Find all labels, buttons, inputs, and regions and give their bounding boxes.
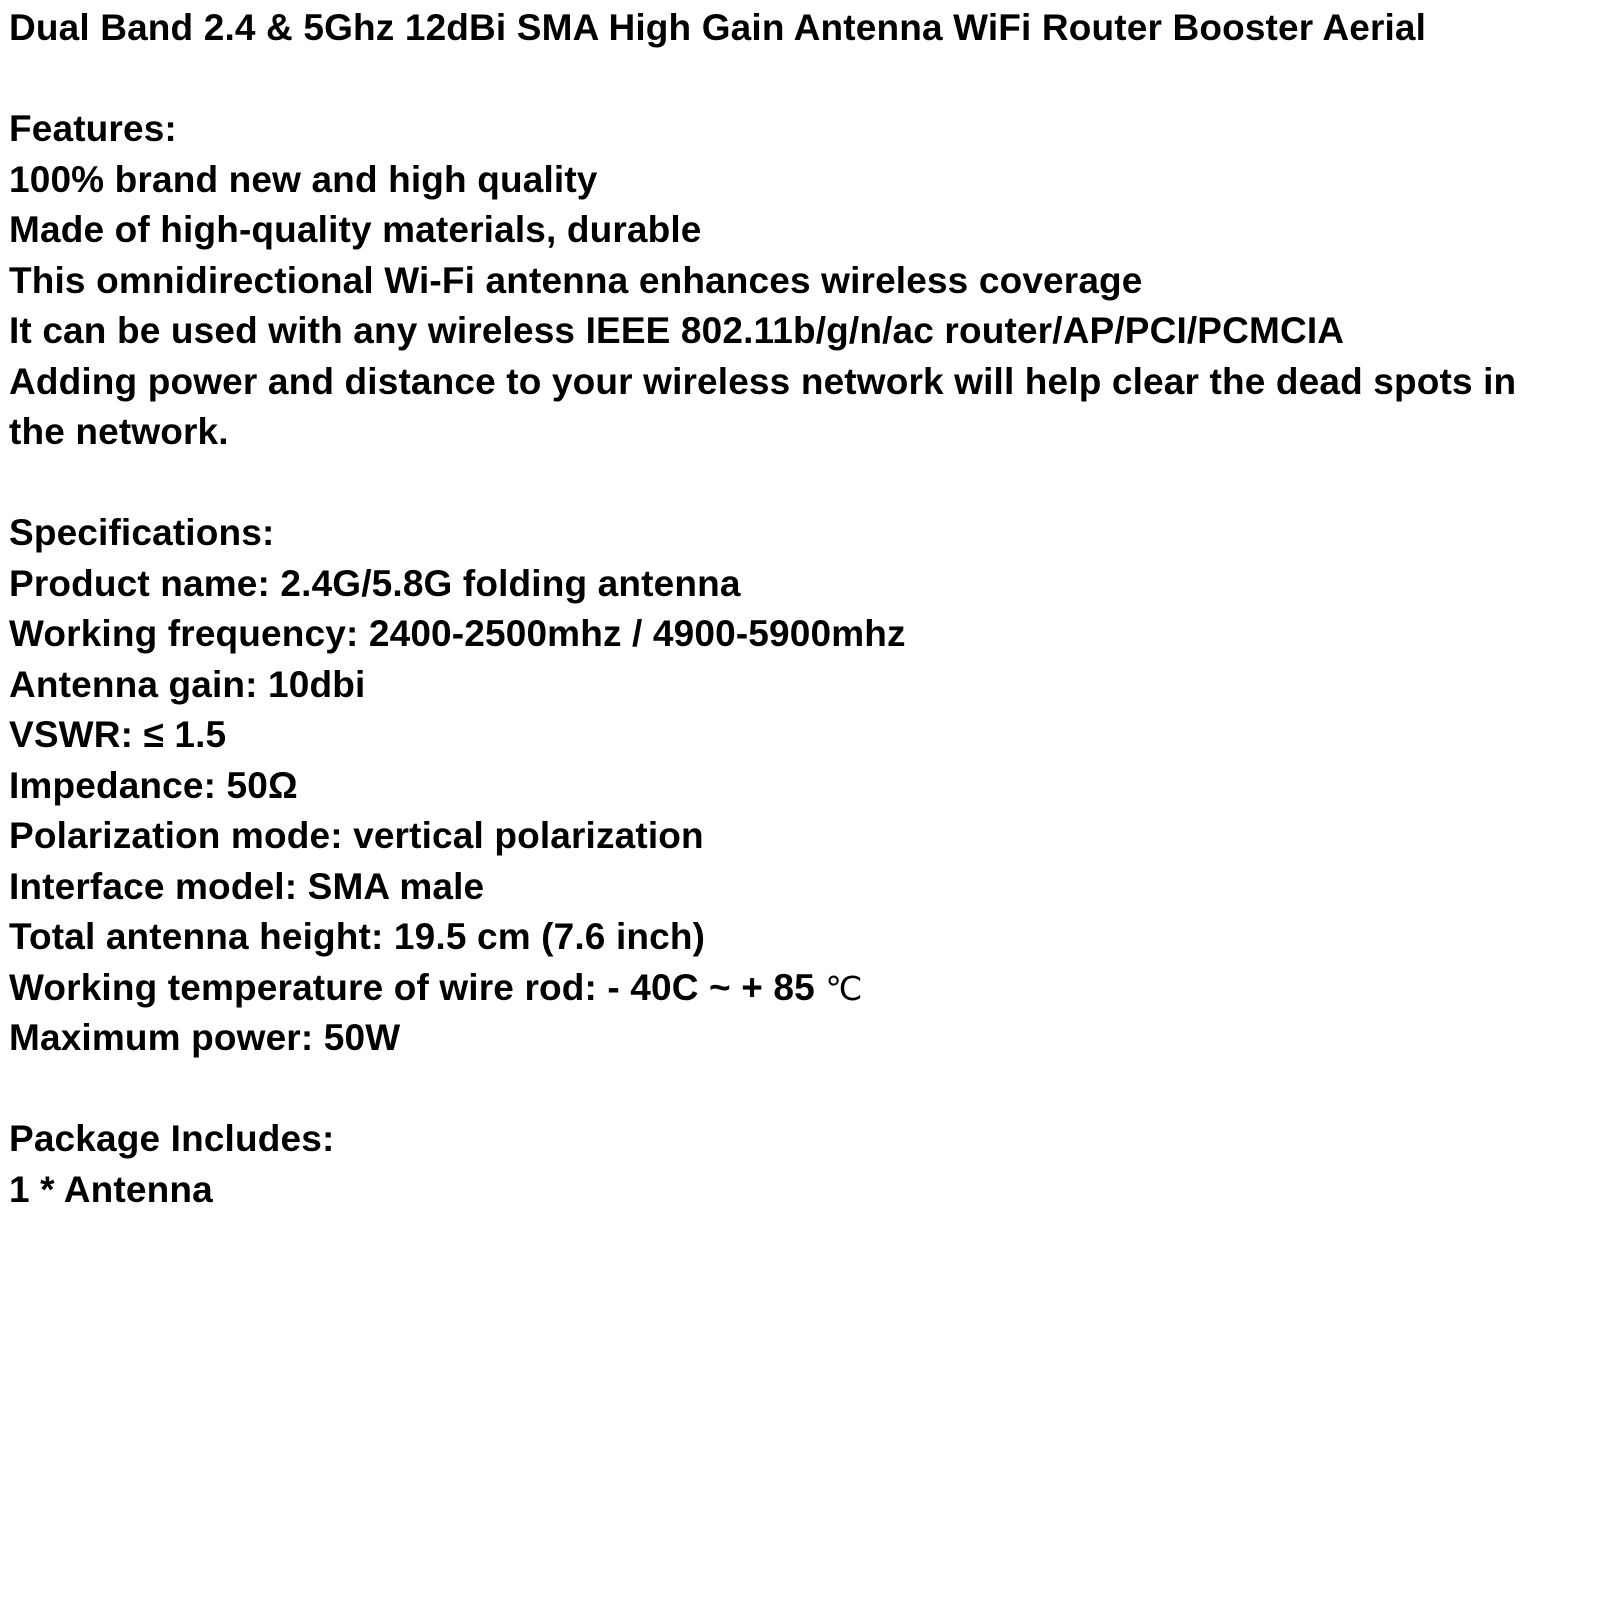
spec-item: Impedance: 50Ω	[9, 764, 298, 806]
product-description	[9, 3, 1594, 1215]
spec-item: Product name: 2.4G/5.8G folding antenna	[9, 562, 741, 604]
package-item: 1 * Antenna	[9, 1168, 213, 1210]
spacer	[9, 54, 1594, 105]
feature-item: It can be used with any wireless IEEE 802.11b/g/n/ac router/AP/PCI/PCMCIA	[9, 310, 1345, 351]
spec-item: VSWR: ≤ 1.5	[9, 714, 227, 755]
celsius-unit: ℃	[825, 968, 863, 1008]
spec-item-temperature	[9, 963, 1594, 1014]
feature-item: 100% brand new and high quality	[9, 158, 598, 200]
spacer	[9, 458, 1594, 509]
spec-item: Maximum power: 50W	[9, 1017, 401, 1058]
temperature-text: Working temperature of wire rod: - 40C ~ + 85	[9, 966, 815, 1008]
spec-item: Working frequency: 2400-2500mhz / 4900-5900mhz	[9, 613, 906, 654]
spec-item: Interface model: SMA male	[9, 865, 485, 907]
feature-item: Made of high-quality materials, durable	[9, 209, 702, 250]
features-heading: Features:	[9, 108, 177, 149]
spec-item: Polarization mode: vertical polarization	[9, 815, 704, 856]
feature-item: Adding power and distance to your wireless network will help clear the dead spots in the network.	[9, 360, 1517, 452]
package-heading: Package Includes:	[9, 1118, 335, 1159]
spec-item: Total antenna height: 19.5 cm (7.6 inch)	[9, 916, 706, 957]
specifications-heading: Specifications:	[9, 512, 275, 553]
feature-item: This omnidirectional Wi-Fi antenna enhances wireless coverage	[9, 259, 1143, 301]
spec-item: Antenna gain: 10dbi	[9, 663, 366, 705]
product-title: Dual Band 2.4 & 5Ghz 12dBi SMA High Gain Antenna WiFi Router Booster Aerial	[9, 7, 1427, 48]
spacer	[9, 1064, 1594, 1115]
